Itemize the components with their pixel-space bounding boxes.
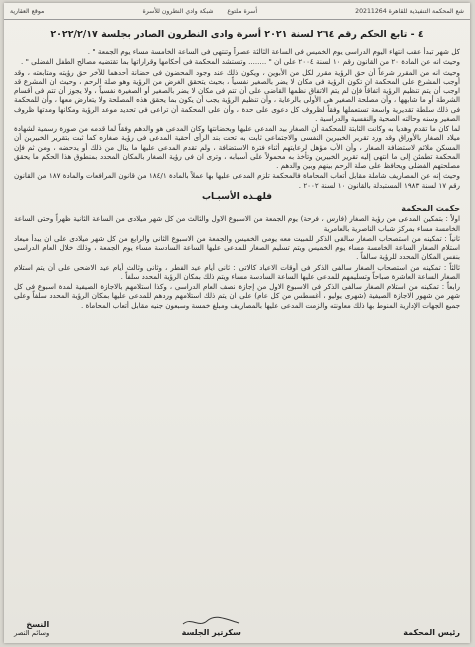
paragraph: كل شهر تبدأ عقب انتهاء اليوم الدراسى يوم الخميس فى الساعة الثالثة عصراً وتنتهى فى الساعة الخامسة مساء يوم الجمعة " . bbox=[87, 47, 460, 56]
header-middle bbox=[142, 8, 257, 15]
copies-label: النسخ bbox=[26, 620, 50, 629]
ruling-item: ثالثاً : تمكينه من استصحاب الصغار سالفى الذكر فى أوقات الاعياد كالاتى : ثانى أيام عيد الفطر ، وثانى وثالث أيام عيد الاضحى على أن يتم استلام الصغار الساعة العاشرة صباحاً وتسليمهم للمدعى عليها الساعة السادسة مساء ويتم ذلك بمكان الرؤية المحدد سلفاً . bbox=[14, 262, 460, 281]
signature-right bbox=[14, 620, 49, 637]
paragraph: لما كان ما تقدم وهديا به وكانت الثابتة للمحكمة أن الصغار بيد المدعى عليها وبحضانتها وكان المدعى هو والدهم وفقاً لما قدمه من صورة رسمية لشهادة ميلاد الصغار بالأوراق وقد ورد تقرير الخبيرين النفسى والاجتماعى ثابت به تحت بند الرأى أحقية المدعى فى رؤية صغاره كما ثبت بتقرير الخبيرين أن المسكن ملائم لاستضافة الصغار ، وأن الأب مؤهل لرعايتهم أثناء فترة الاستضافة ، ولم تقدم المدعى عليها ما ينال من ذلك أو يدحضه ، ومن ثم فإن المحكمة تطمئن إلى ما انتهى إليه تقرير الخبيرين وتأخذ به محمولاً على أسبابه ، وترى ان فى رؤية الصغار بالمكان المحدد بمنطوق هذا الحكم ما يحقق مصلحتهم الفضلى ويحافظ على صلة الرحم بينهم وبين والدهم . bbox=[14, 124, 460, 170]
signature-center bbox=[181, 616, 241, 637]
document-body bbox=[14, 47, 460, 619]
document-page bbox=[4, 3, 470, 643]
handwritten-signature-icon bbox=[181, 616, 241, 628]
section-title: فلهـذه الأسبـاب bbox=[201, 191, 273, 202]
document-title: ٤ - تابع الحكم رقم ٢٦٤ لسنة ٢٠٢١ أسرة وادى النطرون الصادر بجلسة ٢٠٢٢/٢/١٧ bbox=[50, 29, 424, 40]
paragraph: وحيث إنه عن المصاريف شاملة مقابل أتعاب المحاماة فالمحكمة تلزم المدعى عليها بها عملاً بالمادة ١٨٤/١ من قانون المرافعات والمادة ١٨٧ من القانون رقم ١٧ لسنة ١٩٨٣ المستبدلة بالقانون ١٠ لسنة ٢٠٠٢ . bbox=[14, 171, 460, 190]
signature-left bbox=[403, 628, 460, 637]
header-left: موقع العقارية bbox=[10, 7, 45, 15]
page-header bbox=[4, 3, 470, 20]
ruling-item: رابعاً : تمكينه من استلام الصغار سالفى الذكر فى الاسبوع الاول من إجازة نصف العام الدراسى ، وكذا استلامهم بالاجازة الصيفية لمدة اسبوع فى كل شهر من شهور الاجازة الصيفية (شهرى يوليو ، أغسطس من كل عام) على ان يتم ذلك استلامهم وردهم للمدعى عليها بمكان الرؤية المحدد سلفاً وعلى جميع الجهات الإدارية المنوط بها ذلك معاونته والزمت المدعى عليها بالمصاريف ومبلغ خمسة وسبعون جنيه مقابل أتعاب المحاماة . bbox=[14, 282, 460, 310]
paragraph: وحيث انه من المقرر شرعاً أن حق الرؤية مقرر لكل من الأبوين ، ويكون ذلك عند وجود المحضون فى حضانة أحدهما للآخر حق رؤيته ومتابعته ، وقد أوجب المشرع على المحكمة ان تكون الرؤية فى مكان لا يضر بالصغير نفسياً ، بحيث يتحقق الغرض من الرؤية وهو صلة الرحم ، وحيث ان المشرع قد اوجب أن يتم تنظيم الرؤية اتفاقاً فإن لم يتم الاتفاق نظمها القاضى على أن تتم فى مكان لا يضر بالصغير أو الصغيرة نفسياً ، ولا يجوز أن تتم فى أقسام الشرطة أو ما شابهها ، وأن مصلحة الصغير هى الأولى بالرعاية ، وأن تنظيم الرؤية يجب أن يكون بما يحقق هذه المصلحة ولا يتعارض معها ، وأن للمحكمة فى ذلك سلطة تقديرية واسعة تستعملها وفقاً لظروف كل دعوى على حدة ، وأن على المحكمة أن تراعى فى تحديد موعد الرؤية ومكانها ومدتها ظروف الصغير وسنه وحالته الصحية والنفسية والدراسية . bbox=[14, 67, 460, 123]
copies-sub: وسائم النصر bbox=[14, 629, 50, 637]
judge-label: رئيس المحكمة bbox=[403, 628, 460, 637]
header-center-left: شبكة وادي النطرون للأسرة bbox=[142, 7, 214, 15]
header-right: شع المحكمة التنفيذية للقاهرة 20211264 bbox=[355, 7, 464, 15]
ruling-item: ثانياً : تمكينه من استصحاب الصغار سالفى الذكر للمبيت معه يومى الخميس والجمعة من الاسبوع الثانى والرابع من كل شهر ميلادى على ان يبدأ ميعاد استلام الصغار الساعة الخامسة مساء يوم الخميس ويتم تسليم الصغار للمدعى عليها الساعة السادسة مساء يوم الجمعة ، وذلك خلال العام الدراسى بنفس المكان المحدد للرؤية سالفاً . bbox=[14, 233, 460, 262]
secretary-label: سكرتير الجلسة bbox=[181, 628, 241, 637]
ruling-heading: حكمت المحكمة bbox=[401, 204, 460, 213]
signature-row bbox=[14, 611, 460, 637]
header-center-right: أسرة ملتوع bbox=[227, 7, 258, 15]
paragraph: وحيث انه عن المادة ٢٠ من القانون رقم ١٠ لسنة ٢٠٠٤ على ان " ........ وتستشد المحكمة فى أحكامها وقراراتها بما تقتضيه مصالح الطفل الفضلى " . bbox=[21, 57, 460, 67]
ruling-item: اولاً : بتمكين المدعى من رؤية الصغار (فارس ، فرحة) يوم الجمعة من الاسبوع الاول والثالث من كل شهر ميلادى من الساعة الثانية ظهراً وحتى الساعة الخامسة مساء بمركز شباب الناصرية بالعامرية bbox=[14, 214, 460, 233]
